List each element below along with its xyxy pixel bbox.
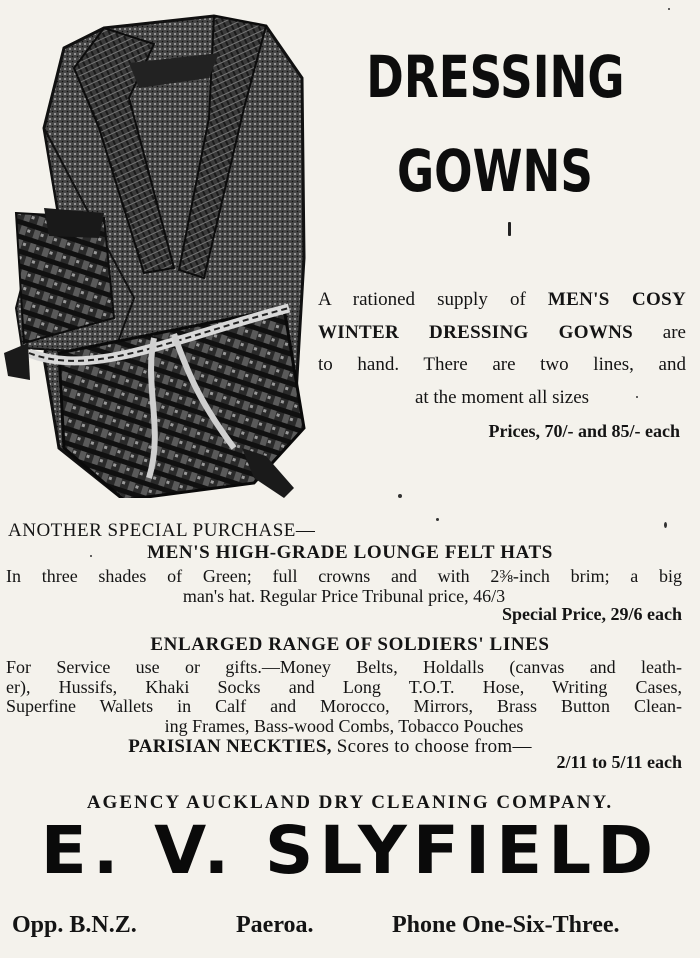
soldiers-lines-description [6, 658, 682, 736]
headline-gowns: GOWNS [397, 137, 593, 205]
intro-line-2 [318, 317, 686, 350]
intro-paragraph [318, 284, 686, 414]
intro-text: are [633, 321, 686, 343]
soldiers-line-3: Superfine Wallets in Calf and Morocco, Mirrors, Brass Button Clean- [6, 696, 682, 716]
intro-emphasis: WINTER DRESSING GOWNS [318, 321, 634, 343]
intro-text: A rationed supply of [318, 289, 548, 310]
hats-line-1: In three shades of Green; full crowns and with 2⅜-inch brim; a big [6, 566, 682, 586]
gown-prices: Prices, 70/- and 85/- each [488, 421, 680, 441]
neckties-title: PARISIAN NECKTIES, [128, 736, 332, 757]
store-name: E. V. SLYFIELD [40, 812, 660, 889]
footer-location: Opp. B.N.Z. [12, 912, 137, 938]
soldiers-line-2: er), Hussifs, Khaki Socks and Long T.O.T. Hose, Writing Cases, [6, 676, 682, 697]
intro-emphasis: MEN'S COSY [547, 289, 686, 310]
intro-line-4: at the moment all sizes [414, 386, 590, 408]
dressing-gown-illustration [4, 8, 309, 498]
footer-town: Paeroa. [236, 912, 314, 938]
hats-title: MEN'S HIGH-GRADE LOUNGE FELT HATS [147, 542, 553, 563]
hats-description [6, 567, 682, 606]
soldiers-line-4: ing Frames, Bass-wood Combs, Tobacco Pouches [164, 715, 524, 736]
footer-phone: Phone One-Six-Three. [392, 912, 620, 938]
neckties-price: 2/11 to 5/11 each [556, 752, 682, 772]
headline-dressing: DRESSING [366, 43, 625, 111]
special-purchase-heading: ANOTHER SPECIAL PURCHASE— [8, 520, 316, 541]
print-mark [508, 222, 511, 236]
hats-special-price: Special Price, 29/6 each [502, 604, 682, 624]
intro-line-1 [318, 284, 686, 317]
neckties-text: Scores to choose from— [331, 736, 532, 757]
soldiers-lines-title: ENLARGED RANGE OF SOLDIERS' LINES [150, 634, 550, 655]
intro-line-3: to hand. There are two lines, and [318, 354, 686, 375]
agency-line: AGENCY AUCKLAND DRY CLEANING COMPANY. [86, 792, 614, 813]
hats-line-2: man's hat. Regular Price Tribunal price, 46/3 [182, 585, 506, 606]
soldiers-line-1: For Service use or gifts.—Money Belts, Holdalls (canvas and leath- [6, 657, 682, 677]
